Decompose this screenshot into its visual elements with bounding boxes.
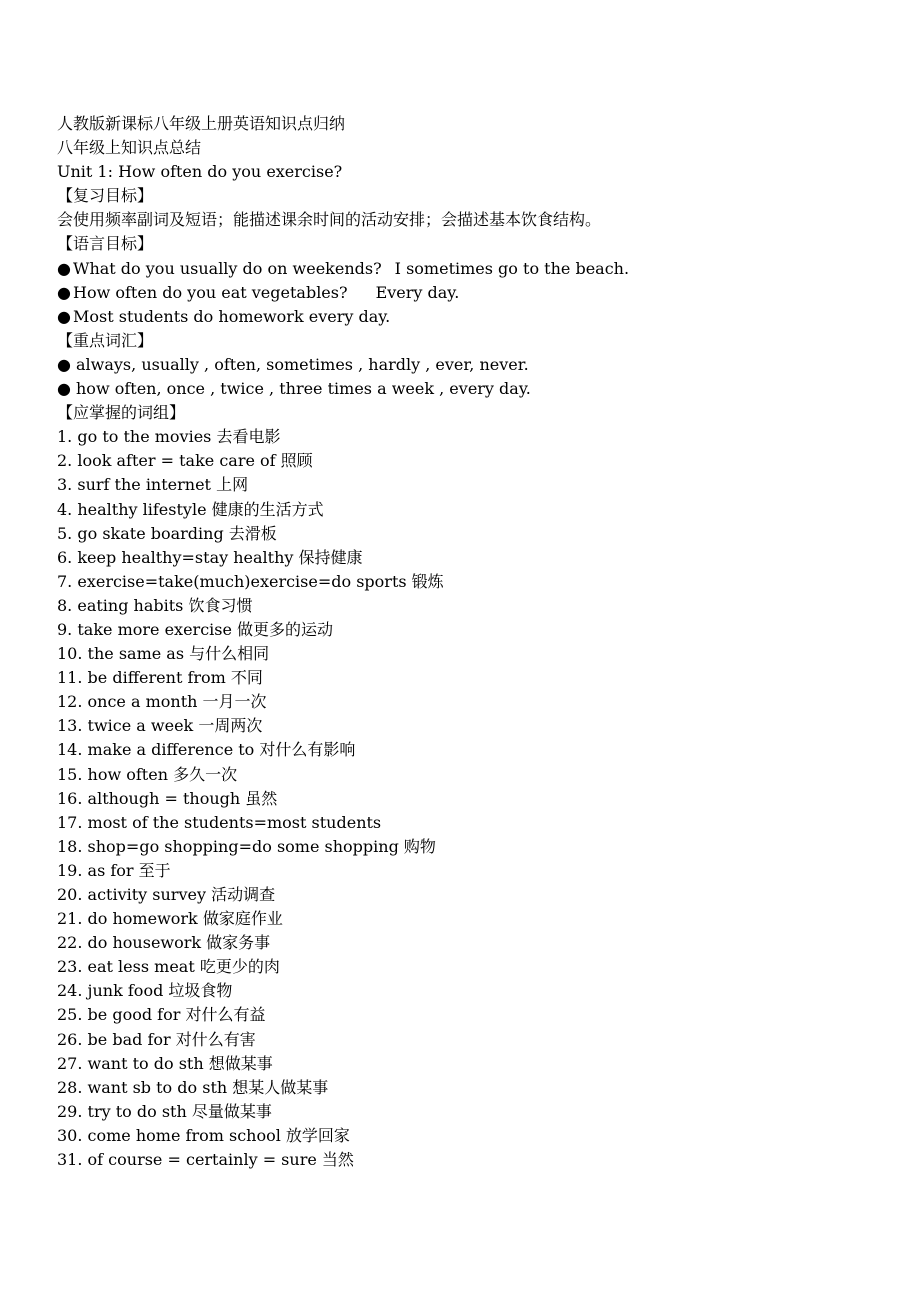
bullet-icon: ● — [57, 354, 71, 374]
language-goal-question: What do you usually do on weekends? — [73, 258, 382, 278]
bullet-icon: ● — [57, 306, 71, 326]
phrase-item: 23. eat less meat 吃更少的肉 — [57, 957, 280, 977]
review-goal-heading: 【复习目标】 — [57, 186, 154, 206]
phrase-item: 7. exercise=take(much)exercise=do sports 锻炼 — [57, 571, 444, 591]
language-goal-heading: 【语言目标】 — [57, 234, 154, 254]
phrase-item: 10. the same as 与什么相同 — [57, 644, 270, 664]
phrase-item: 20. activity survey 活动调查 — [57, 885, 276, 904]
bullet-icon: ● — [57, 379, 71, 399]
language-goal-answer: Every day. — [375, 282, 460, 302]
phrase-item: 2. look after = take care of 照顾 — [57, 451, 313, 471]
phrase-item: 24. junk food 垃圾食物 — [57, 981, 233, 1001]
language-goal-question: Most students do homework every day. — [73, 306, 391, 326]
vocab-item — [57, 377, 897, 401]
bullet-icon: ● — [57, 258, 71, 278]
phrase-item: 13. twice a week 一周两次 — [57, 716, 263, 736]
phrase-item: 26. be bad for 对什么有害 — [57, 1029, 256, 1049]
phrase-item: 16. although = though 虽然 — [57, 788, 278, 808]
vocab-heading: 【重点词汇】 — [57, 330, 154, 350]
phrase-item: 19. as for 至于 — [57, 860, 171, 880]
phrase-item: 22. do housework 做家务事 — [57, 933, 271, 953]
phrase-item: 9. take more exercise 做更多的运动 — [57, 619, 334, 639]
language-goal-question: How often do you eat vegetables? — [73, 282, 348, 302]
phrase-item: 21. do homework 做家庭作业 — [57, 909, 283, 929]
language-goal-item — [57, 257, 897, 281]
vocab-item — [57, 353, 897, 377]
phrase-item: 27. want to do sth 想做某事 — [57, 1053, 273, 1073]
phrase-item: 31. of course = certainly = sure 当然 — [57, 1150, 354, 1170]
phrase-item: 6. keep healthy=stay healthy 保持健康 — [57, 547, 363, 567]
phrase-item: 30. come home from school 放学回家 — [57, 1125, 350, 1145]
phrase-item: 3. surf the internet 上网 — [57, 475, 249, 495]
language-goal-item — [57, 305, 897, 329]
phrase-item: 4. healthy lifestyle 健康的生活方式 — [57, 499, 324, 519]
vocab-text: always, usually , often, sometimes , hardly , ever, never. — [76, 354, 529, 374]
phrases-heading: 【应掌握的词组】 — [57, 403, 186, 423]
phrase-item: 14. make a difference to 对什么有影响 — [57, 740, 356, 760]
unit-heading: Unit 1: How often do you exercise? — [57, 162, 343, 182]
phrase-item: 18. shop=go shopping=do some shopping 购物 — [57, 836, 436, 856]
review-goal-text: 会使用频率副词及短语；能描述课余时间的活动安排；会描述基本饮食结构。 — [57, 210, 602, 230]
phrase-item: 11. be different from 不同 — [57, 668, 263, 688]
language-goal-answer: I sometimes go to the beach. — [394, 258, 630, 278]
phrase-item: 29. try to do sth 尽量做某事 — [57, 1101, 272, 1121]
phrase-item: 1. go to the movies 去看电影 — [57, 427, 281, 447]
bullet-icon: ● — [57, 282, 71, 302]
language-goal-item — [57, 281, 897, 305]
phrase-item: 25. be good for 对什么有益 — [57, 1005, 266, 1025]
vocab-text: how often, once , twice , three times a week , every day. — [76, 379, 531, 399]
phrase-item: 12. once a month 一月一次 — [57, 692, 267, 712]
document-page — [57, 112, 897, 1172]
phrase-item: 15. how often 多久一次 — [57, 764, 238, 784]
phrase-item: 17. most of the students=most students — [57, 812, 382, 832]
phrase-item: 28. want sb to do sth 想某人做某事 — [57, 1077, 329, 1097]
document-title: 人教版新课标八年级上册英语知识点归纳 — [57, 114, 346, 133]
phrase-item: 5. go skate boarding 去滑板 — [57, 523, 277, 543]
document-subtitle: 八年级上知识点总结 — [57, 138, 202, 158]
phrase-item: 8. eating habits 饮食习惯 — [57, 595, 253, 615]
